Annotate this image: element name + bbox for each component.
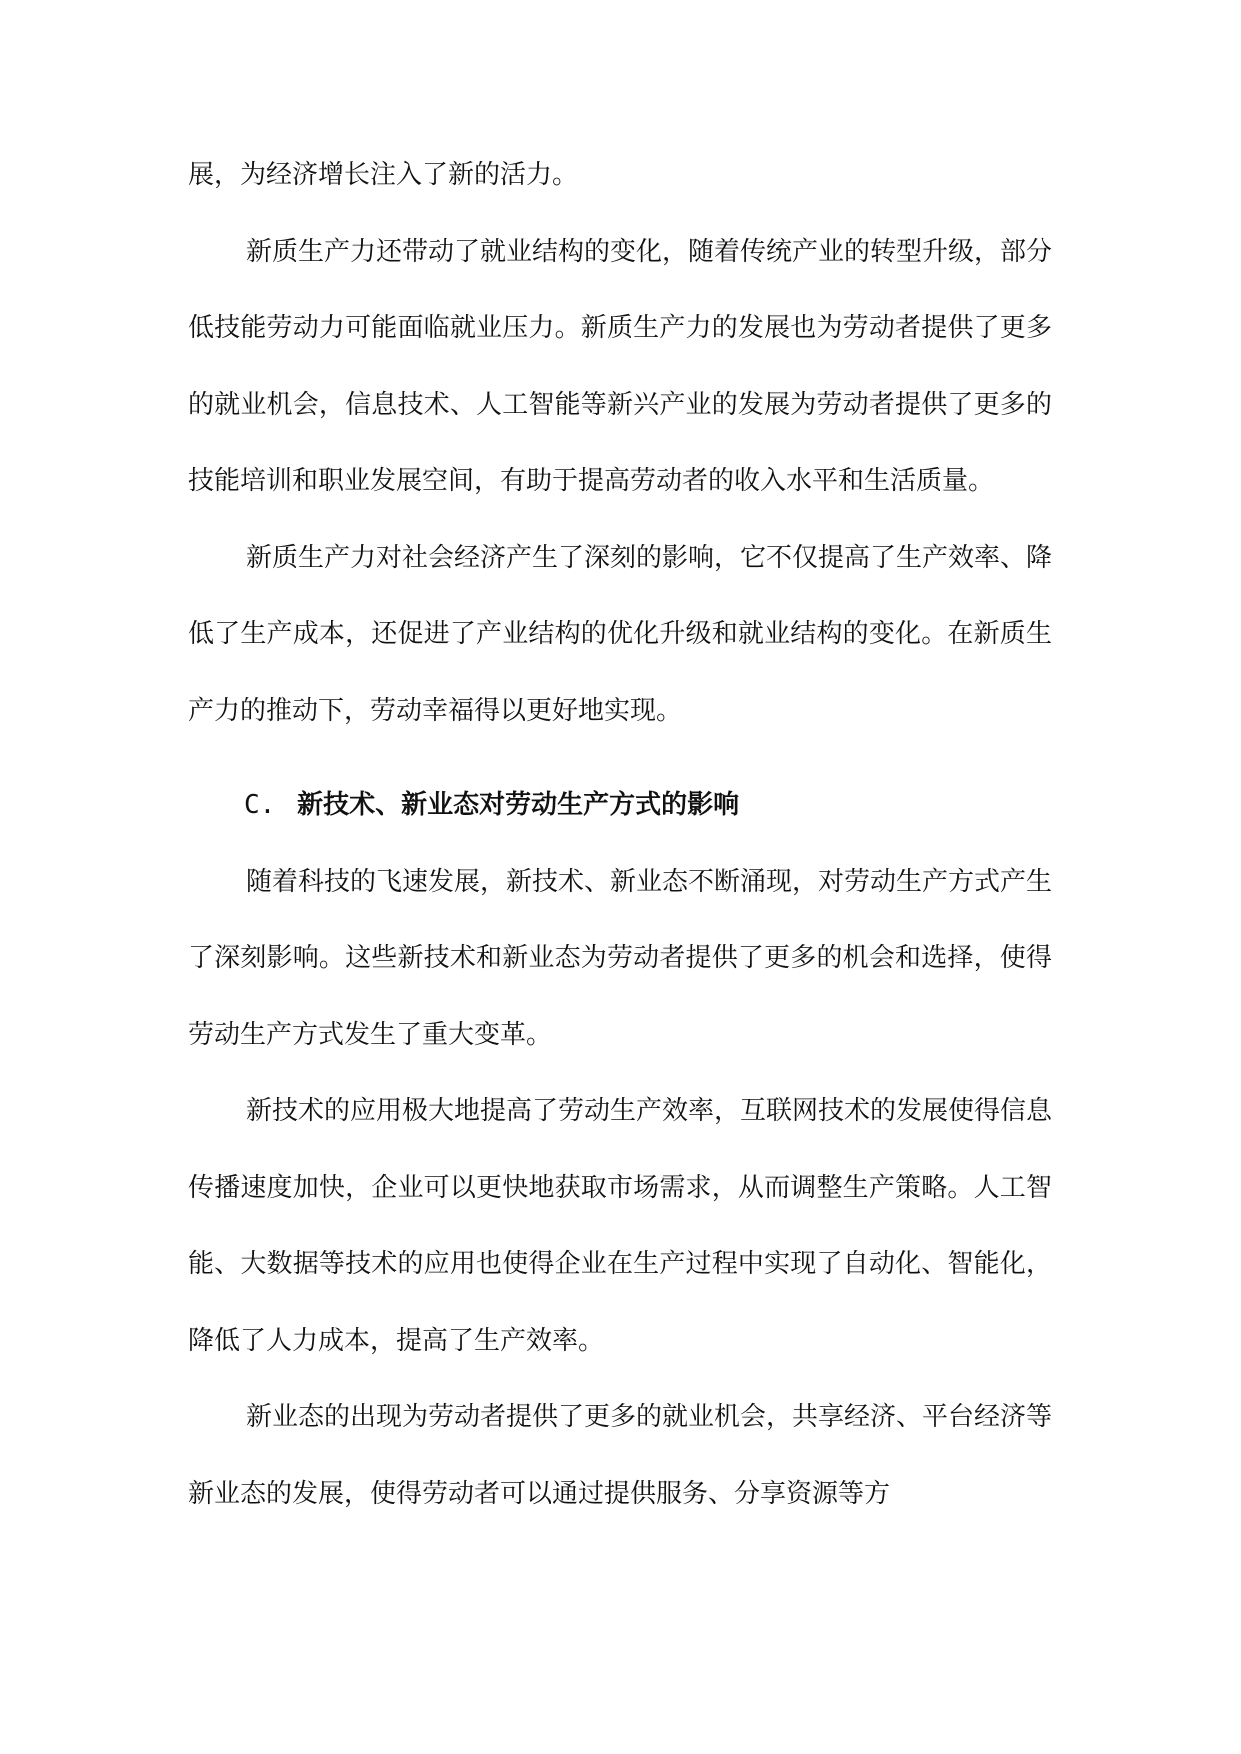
section-heading-title: 新技术、新业态对劳动生产方式的影响 — [297, 790, 740, 820]
section-heading — [188, 767, 1052, 844]
document-body — [188, 137, 1052, 1532]
paragraph-new-tech-intro: 随着科技的飞速发展，新技术、新业态不断涌现，对劳动生产方式产生了深刻影响。这些新技术和新业态为劳动者提供了更多的机会和选择，使得劳动生产方式发生了重大变革。 — [188, 866, 1053, 1050]
paragraph-continuation: 展，为经济增长注入了新的活力。 — [188, 160, 579, 190]
section-heading-label: C. — [244, 790, 276, 820]
paragraph-tech-efficiency: 新技术的应用极大地提高了劳动生产效率，互联网技术的发展使得信息传播速度加快，企业可以更快地获取市场需求，从而调整生产策略。人工智能、大数据等技术的应用也使得企业在生产过程中实现了自动化、智能化，降低了人力成本，提高了生产效率。 — [188, 1096, 1053, 1356]
paragraph-employment-structure: 新质生产力还带动了就业结构的变化，随着传统产业的转型升级，部分低技能劳动力可能面临就业压力。新质生产力的发展也为劳动者提供了更多的就业机会，信息技术、人工智能等新兴产业的发展为劳动者提供了更多的技能培训和职业发展空间，有助于提高劳动者的收入水平和生活质量。 — [188, 236, 1053, 496]
paragraph-social-impact: 新质生产力对社会经济产生了深刻的影响，它不仅提高了生产效率、降低了生产成本，还促进了产业结构的优化升级和就业结构的变化。在新质生产力的推动下，劳动幸福得以更好地实现。 — [188, 542, 1053, 726]
paragraph-new-business-forms: 新业态的出现为劳动者提供了更多的就业机会，共享经济、平台经济等新业态的发展，使得劳动者可以通过提供服务、分享资源等方 — [188, 1402, 1053, 1509]
